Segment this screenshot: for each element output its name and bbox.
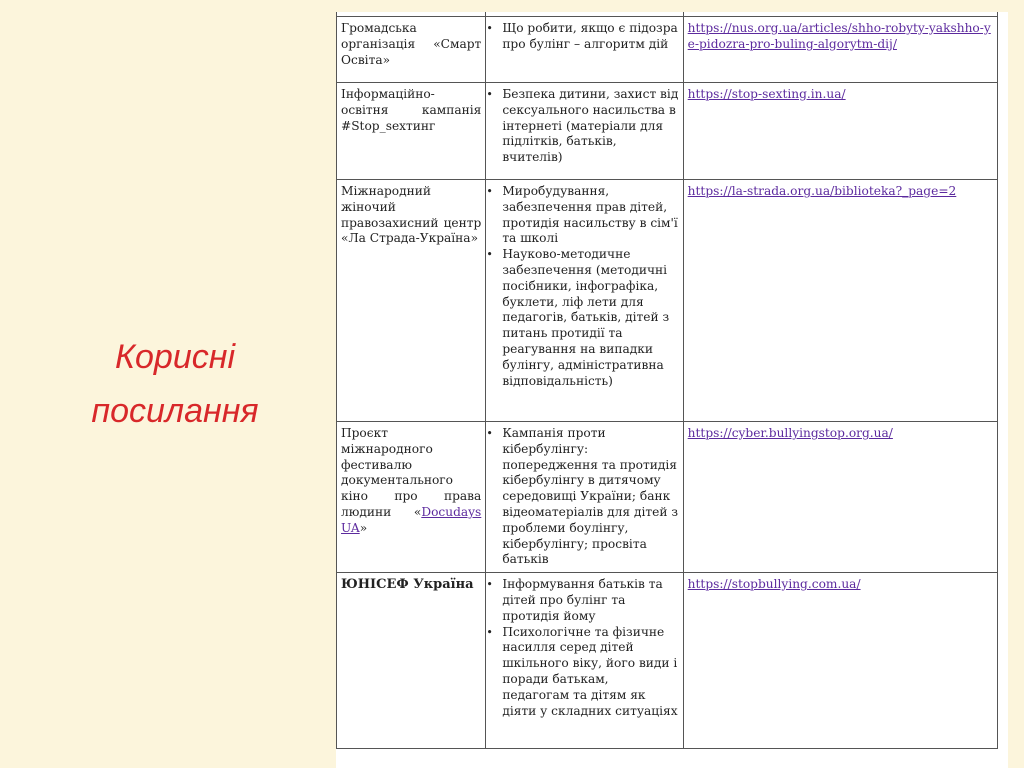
link-cell — [683, 180, 997, 422]
docudays-link[interactable]: Docudays UA — [341, 504, 482, 535]
resource-link[interactable]: https://cyber.bullyingstop.org.ua/ — [687, 426, 893, 440]
link-cell — [683, 422, 997, 573]
resource-link[interactable]: https://stopbullying.com.ua/ — [687, 577, 861, 592]
resource-link[interactable]: https://la-strada.org.ua/biblioteka?_page=2 — [687, 184, 957, 198]
org-name: Інформаційно-освітня кампанія #Stop_sexтинг — [341, 87, 482, 133]
org-cell — [337, 17, 486, 83]
org-cell — [337, 573, 486, 749]
document-panel — [336, 12, 1008, 768]
description-list — [490, 87, 678, 166]
org-name: ЮНІСЕФ Україна — [341, 577, 474, 593]
link-cell — [683, 17, 997, 83]
table-row — [337, 573, 998, 749]
description-cell — [486, 422, 683, 573]
description-list — [490, 21, 678, 53]
link-cell — [683, 83, 997, 180]
table-row — [337, 83, 998, 180]
list-item: • Миробудування, забезпечення прав дітей, протидія насильству в сім'ї та школі — [502, 184, 678, 247]
list-item: • Науково-методичне забезпечення (методичні посібники, інфографіка, буклети, ліф лети для педагогів, батьків, дітей з питань протидії та реагування на випадки булінгу, адміністративна відповідальність) — [502, 247, 678, 389]
org-name — [341, 426, 481, 537]
slide-title — [60, 330, 290, 438]
org-name-suffix: » — [359, 520, 368, 535]
description-cell — [486, 83, 683, 180]
list-item: • Безпека дитини, захист від сексуального насильства в інтернеті (матеріали для підлітків, батьків, вчителів) — [502, 87, 678, 166]
org-cell — [337, 83, 486, 180]
description-list — [490, 184, 678, 389]
org-cell — [337, 422, 486, 573]
description-cell — [486, 180, 683, 422]
table-row — [337, 17, 998, 83]
link-cell — [683, 573, 997, 749]
list-item: • Що робити, якщо є підозра про булінг – алгоритм дій — [502, 21, 678, 53]
description-list — [490, 426, 678, 568]
list-item: • Інформування батьків та дітей про булінг та протидія йому — [502, 577, 678, 624]
org-name-prefix: Проєкт міжнародного фестивалю документального кіно про права людини « — [341, 426, 482, 519]
org-cell — [337, 180, 486, 422]
description-list — [490, 577, 678, 719]
resource-link[interactable]: https://stop-sexting.in.ua/ — [687, 87, 846, 101]
table-row — [337, 422, 998, 573]
slide-title-line-2: посилання — [91, 392, 259, 430]
resource-link[interactable]: https://nus.org.ua/articles/shho-robyty-yakshho-ye-pidozra-pro-buling-algorytm-dij/ — [687, 21, 991, 51]
table-row — [337, 180, 998, 422]
links-table — [336, 12, 998, 749]
org-name: Громадська організація «Смарт Освіта» — [341, 21, 482, 67]
list-item: • Психологічне та фізичне насилля серед дітей шкільного віку, його види і поради батькам, педагогам та дітям як діяти у складних ситуаціях — [502, 625, 678, 720]
list-item: • Кампанія проти кібербулінгу: попередження та протидія кібербулінгу в дитячому середовищі України; банк відеоматеріалів для дітей з проблеми боулінгу, кібербулінгу; просвіта батьків — [502, 426, 678, 568]
slide-title-line-1: Корисні — [114, 338, 236, 376]
description-cell — [486, 17, 683, 83]
org-name: Міжнародний жіночий правозахисний центр «Ла Страда-Україна» — [341, 184, 482, 246]
description-cell — [486, 573, 683, 749]
